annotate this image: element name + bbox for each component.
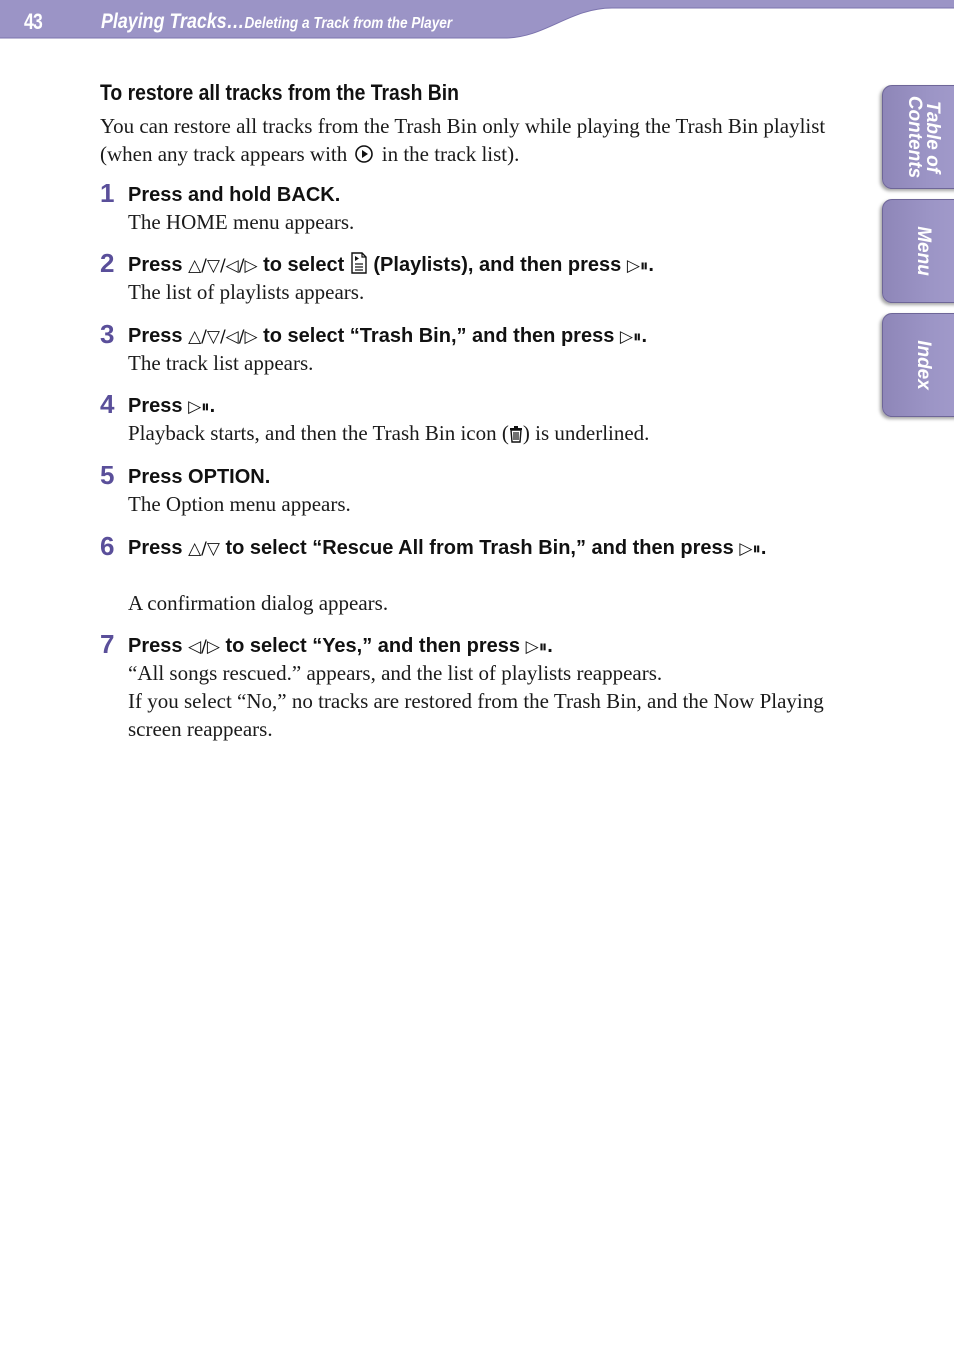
period: . <box>209 395 216 417</box>
intro-paragraph <box>100 112 840 168</box>
step-result: The list of playlists appears. <box>128 280 365 304</box>
step-result: The track list appears. <box>128 351 314 375</box>
step-number: 5 <box>100 460 115 490</box>
period: . <box>547 635 553 657</box>
tab-menu-label: Menu <box>913 226 934 276</box>
step-number: 4 <box>100 389 115 419</box>
play-pause-icon: ▷⏸ <box>525 637 548 657</box>
step-number: 2 <box>100 248 115 278</box>
press-text: Press <box>128 395 183 417</box>
intro-text-before: You can restore all tracks from the Trash Bin only while playing the Trash Bin playlist (when any track appears with <box>100 114 826 166</box>
step-instruction: Press and hold BACK. <box>128 184 341 206</box>
play-pause-icon: ▷⏸ <box>739 539 761 559</box>
press-text: Press <box>128 537 183 559</box>
step-result <box>128 419 840 447</box>
play-circle-icon <box>354 144 374 164</box>
result-text-before: Playback starts, and then the Trash Bin icon ( <box>128 421 509 445</box>
step-number: 1 <box>100 178 115 208</box>
instruction-text: to select <box>263 254 345 276</box>
page-header <box>0 0 954 40</box>
period: . <box>648 254 654 276</box>
press-text: Press <box>128 635 183 657</box>
play-pause-icon: ▷⏸ <box>626 256 649 276</box>
trash-bin-icon <box>509 425 523 443</box>
playlist-icon <box>350 252 368 274</box>
step-instruction <box>128 392 215 421</box>
result-line-2: If you select “No,” no tracks are restored from the Trash Bin, and the Now Playing screen reappears. <box>128 689 824 741</box>
play-pause-icon: ▷⏸ <box>619 327 642 347</box>
tab-index-label: Index <box>913 340 934 390</box>
period: . <box>641 325 648 347</box>
press-text: Press <box>128 254 183 276</box>
header-title-sub: Deleting a Track from the Player <box>244 15 453 32</box>
step-number: 6 <box>100 531 115 561</box>
intro-text-after: in the track list). <box>381 142 520 166</box>
step-instruction <box>128 251 654 280</box>
tab-toc-label: Table of Contents <box>904 95 943 179</box>
page-number: 43 <box>24 9 42 34</box>
tab-menu[interactable] <box>882 199 954 303</box>
play-pause-icon: ▷⏸ <box>188 397 210 417</box>
arrow-keys-icon: △/▽/◁/▷ <box>188 256 258 276</box>
arrow-keys-icon: △/▽ <box>188 539 220 559</box>
instruction-text: to select “Trash Bin,” and then press <box>263 325 615 347</box>
step-result: The Option menu appears. <box>128 492 351 516</box>
press-text: Press <box>128 325 183 347</box>
step-instruction <box>128 322 647 351</box>
step-instruction: Press OPTION. <box>128 466 271 488</box>
result-line-1: “All songs rescued.” appears, and the list of playlists reappears. <box>128 661 663 685</box>
tab-index[interactable] <box>882 313 954 417</box>
step-instruction <box>128 534 828 563</box>
arrow-keys-icon: △/▽/◁/▷ <box>188 327 258 347</box>
period: . <box>760 537 767 559</box>
step-result: A confirmation dialog appears. <box>128 591 389 615</box>
step-number: 7 <box>100 629 115 659</box>
section-heading: To restore all tracks from the Trash Bin <box>100 80 459 105</box>
instruction-text: to select “Rescue All from Trash Bin,” and then press <box>225 537 734 559</box>
step-instruction <box>128 632 553 661</box>
header-title-main: Playing Tracks… <box>101 10 245 33</box>
step-result <box>128 659 840 743</box>
arrow-keys-icon: ◁/▷ <box>188 637 220 657</box>
step-number: 3 <box>100 319 115 349</box>
tab-table-of-contents[interactable] <box>882 85 954 189</box>
header-title <box>101 10 452 34</box>
instruction-text: to select “Yes,” and then press <box>225 635 521 657</box>
step-result: The HOME menu appears. <box>128 210 355 234</box>
result-text-after: ) is underlined. <box>522 421 650 445</box>
instruction-text-after: (Playlists), and then press <box>373 254 622 276</box>
